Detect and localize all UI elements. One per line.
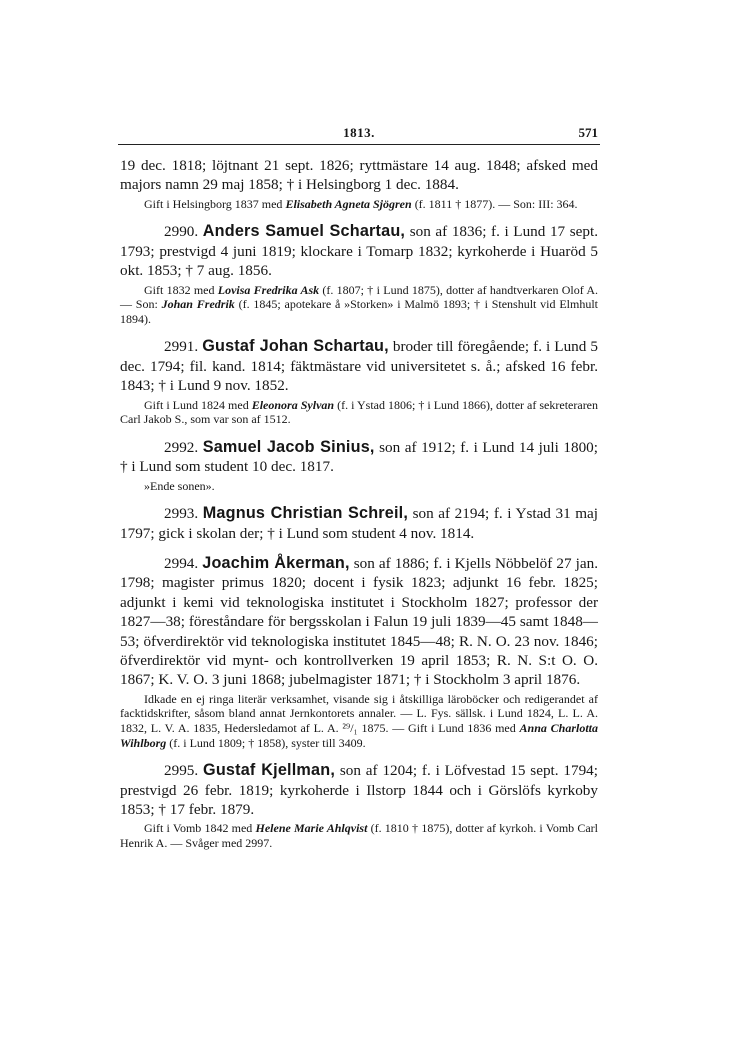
header-rule bbox=[118, 144, 600, 145]
entry-name: Joachim Åkerman, bbox=[202, 554, 350, 573]
entry-2990 bbox=[120, 222, 598, 326]
entry-number: 2995. bbox=[164, 762, 199, 780]
entry-text: 19 dec. 1818; löjtnant 21 sept. 1826; ryttmästare 14 aug. 1848; afsked med majors namn 29 maj 1858; † i Helsingborg 1 dec. 1884. bbox=[120, 157, 598, 194]
entry-2991 bbox=[120, 337, 598, 426]
entry-number: 2990. bbox=[164, 223, 199, 241]
entry-continuation bbox=[120, 156, 598, 211]
page-number: 571 bbox=[578, 125, 598, 140]
entry-text: 2991. Gustaf Johan Schartau, broder till föregående; f. i Lund 5 dec. 1794; fil. kand. 1814; fäktmästare vid universitetet s. å.; afsked 16 febr. 1843; † i Lund 9 nov. 1852. bbox=[120, 337, 599, 395]
entry-name: Samuel Jacob Sinius, bbox=[202, 437, 375, 456]
entry-number: 2994. bbox=[164, 555, 199, 573]
entry-2995 bbox=[120, 761, 598, 850]
entry-text: 2994. Joachim Åkerman, son af 1886; f. i Kjells Nöbbelöf 27 jan. 1798; magister primus 1820; docent i fysik 1823; adjunkt 16 febr. 1825; adjunkt i kemi vid teknologiska institutet i Stockholm 1827; professor der 1827—38; föreståndare för bergsskolan i Falun 19 juli 1839—45 samt 1848—53; öfverdirektör vid teknologiska institutet 1845—48; R. N. O. 23 nov. 1846; öfverdirektör vid mynt- och kontrollverken 19 april 1853; R. N. S:t O. O. 1867; K. V. O. 3 juni 1868; jubelmagister 1871; † i Stockholm 3 april 1876. bbox=[120, 554, 599, 689]
entry-name: Anders Samuel Schartau, bbox=[202, 222, 406, 241]
entry-text: 2993. Magnus Christian Schreil, son af 2194; f. i Ystad 31 maj 1797; gick i skolan der; † i Lund som student 4 nov. 1814. bbox=[120, 504, 598, 542]
entry-2993 bbox=[120, 504, 598, 543]
entry-number: 2993. bbox=[164, 505, 199, 523]
entry-2992 bbox=[120, 438, 598, 493]
entry-name: Gustaf Johan Schartau, bbox=[202, 337, 389, 356]
entry-note: Gift i Lund 1824 med Eleonora Sylvan (f. i Ystad 1806; † i Lund 1866), dotter af sekreteraren Carl Jakob S., som var son af 1512. bbox=[120, 397, 599, 427]
entry-note: »Ende sonen». bbox=[144, 478, 215, 493]
entry-text: 2995. Gustaf Kjellman, son af 1204; f. i Löfvestad 15 sept. 1794; prestvigd 26 febr. 1819; kyrkoherde i Ilstorp 1844 och i Görslöfs kyrkoby 1853; † 17 febr. 1879. bbox=[120, 761, 598, 819]
header-year: 1813. bbox=[343, 125, 375, 140]
entry-note: Idkade en ej ringa literär verksamhet, visande sig i åtskilliga läroböcker och redigerandet af facktidskrifter, såsom bland annat Jernkontorets annaler. — L. Fys. sällsk. i Lund 1824, L. L. A. 1832, L. V. A. 1835, Hedersledamot af L. A. ²⁹/₁ 1875. — Gift i Lund 1836 med Anna Charlotta Wihlborg (f. i Lund 1809; † 1858), syster till 3409. bbox=[120, 691, 598, 750]
entry-2994 bbox=[120, 554, 598, 750]
entry-name: Magnus Christian Schreil, bbox=[202, 504, 409, 523]
entry-number: 2992. bbox=[164, 438, 199, 456]
entry-text: 2992. Samuel Jacob Sinius, son af 1912; f. i Lund 14 juli 1800; † i Lund som student 10 dec. 1817. bbox=[120, 437, 598, 476]
entry-text: 2990. Anders Samuel Schartau, son af 1836; f. i Lund 17 sept. 1793; prestvigd 4 juni 1819; klockare i Tomarp 1832; kyrkoherde i Huaröd 5 okt. 1853; † 7 aug. 1856. bbox=[120, 222, 598, 280]
entry-note: Gift i Vomb 1842 med Helene Marie Ahlqvist (f. 1810 † 1875), dotter af kyrkoh. i Vomb Carl Henrik A. — Svåger med 2997. bbox=[120, 821, 599, 851]
entry-number: 2991. bbox=[164, 338, 199, 356]
page-content bbox=[120, 156, 598, 851]
entry-name: Gustaf Kjellman, bbox=[203, 761, 336, 780]
entry-note: Gift 1832 med Lovisa Fredrika Ask (f. 1807; † i Lund 1875), dotter af handtverkaren Olof A. — Son: Johan Fredrik (f. 1845; apotekare å »Storken» i Malmö 1893; † i Stenshult vid Elmhult 1894). bbox=[120, 282, 598, 326]
page-header bbox=[120, 125, 598, 143]
entry-note: Gift i Helsingborg 1837 med Elisabeth Agneta Sjögren (f. 1811 † 1877). — Son: III: 364. bbox=[144, 196, 578, 211]
